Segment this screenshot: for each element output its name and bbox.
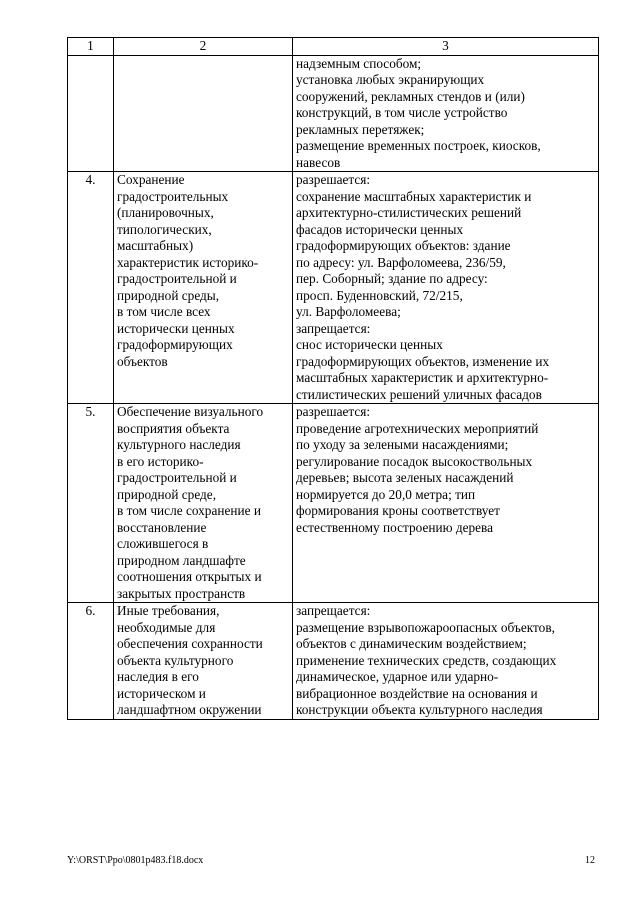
requirement-name-line: в его историко- bbox=[117, 453, 204, 469]
requirement-text-line: рекламных перетяжек; bbox=[296, 121, 425, 137]
requirement-name-line: градоформирующих bbox=[117, 337, 233, 352]
requirement-name-line: культурного наследия bbox=[117, 437, 241, 452]
requirement-name-line: масштабных) bbox=[117, 238, 194, 253]
requirement-text-line: фасадов исторически ценных bbox=[296, 221, 464, 237]
requirement-name-line: в том числе всех bbox=[117, 304, 211, 319]
requirement-name-line: в том числе сохранение и bbox=[117, 503, 261, 518]
column-header-3: 3 bbox=[293, 38, 599, 56]
requirement-name-cell bbox=[114, 55, 293, 172]
requirement-text-line: конструкций, в том числе устройство bbox=[296, 105, 508, 120]
requirement-text-line: проведение агротехнических мероприятий bbox=[296, 420, 539, 436]
requirement-name-line: наследия в его bbox=[117, 669, 199, 684]
requirement-text-line: надземным способом; bbox=[296, 55, 422, 71]
requirement-name-line: природном ландшафте bbox=[117, 552, 246, 568]
requirement-text-line: ул. Варфоломеева; bbox=[296, 304, 401, 319]
requirement-name-line: характеристик историко- bbox=[117, 254, 259, 270]
requirement-text-line: применение технических средств, создающих bbox=[296, 652, 557, 668]
header-row bbox=[68, 38, 599, 56]
requirement-text-line: разрешается: bbox=[296, 404, 371, 419]
requirement-text-line: регулирование посадок высокоствольных bbox=[296, 453, 533, 469]
page-number: 12 bbox=[585, 855, 595, 866]
requirement-text-line: конструкции объекта культурного наследия bbox=[296, 702, 543, 717]
requirement-name-line: (планировочных, bbox=[117, 205, 214, 220]
requirement-text-line: снос исторически ценных bbox=[296, 337, 443, 352]
requirement-name-line: необходимые для bbox=[117, 619, 216, 635]
requirement-text-line: пер. Соборный; здание по адресу: bbox=[296, 271, 488, 286]
requirement-text-line: градоформирующих объектов: здание bbox=[296, 238, 511, 253]
requirement-name-line: восприятия объекта bbox=[117, 420, 230, 436]
requirement-name-cell bbox=[114, 404, 293, 603]
requirement-name-line: Иные требования, bbox=[117, 603, 220, 618]
requirement-name-line: природной среды, bbox=[117, 287, 220, 303]
requirement-name-line: соотношения открытых и bbox=[117, 569, 262, 584]
requirement-name-line: объекта культурного bbox=[117, 652, 234, 668]
requirement-name-line: ландшафтном окружении bbox=[117, 702, 262, 717]
requirement-name-line: обеспечения сохранности bbox=[117, 636, 263, 651]
table-row bbox=[68, 603, 599, 720]
requirement-name-line: градостроительной и bbox=[117, 470, 237, 485]
requirement-name-line: восстановление bbox=[117, 519, 207, 535]
requirement-name-cell bbox=[114, 172, 293, 404]
requirement-text-line: разрешается: bbox=[296, 172, 371, 187]
row-number: 5. bbox=[68, 404, 114, 603]
requirement-text-line: естественному построению дерева bbox=[296, 519, 494, 535]
requirement-name-line: закрытых пространств bbox=[117, 585, 246, 601]
requirement-name-line: сложившегося в bbox=[117, 536, 209, 551]
requirements-table bbox=[67, 37, 599, 720]
requirement-text-line: нормируется до 20,0 метра; тип bbox=[296, 486, 476, 502]
requirement-text-line: размещение взрывопожароопасных объектов, bbox=[296, 619, 555, 635]
requirement-name-line: типологических, bbox=[117, 221, 212, 237]
table-row bbox=[68, 172, 599, 404]
requirement-text-line: архитектурно-стилистических решений bbox=[296, 205, 522, 220]
requirement-name-cell bbox=[114, 603, 293, 720]
requirement-text-line: динамическое, ударное или ударно- bbox=[296, 669, 499, 684]
row-number: 6. bbox=[68, 603, 114, 720]
requirement-text-line: деревьев; высота зеленых насаждений bbox=[296, 470, 514, 485]
row-number bbox=[68, 55, 114, 172]
requirement-name-line: природной среде, bbox=[117, 486, 217, 502]
requirement-name-line: градостроительной и bbox=[117, 271, 237, 286]
row-number: 4. bbox=[68, 172, 114, 404]
requirement-text-line: объектов с динамическим воздействием; bbox=[296, 636, 527, 651]
requirement-text-line: масштабных характеристик и архитектурно- bbox=[296, 370, 549, 385]
table-body bbox=[68, 55, 599, 719]
requirement-name-line: историческом и bbox=[117, 685, 206, 701]
table-row bbox=[68, 404, 599, 603]
column-header-1: 1 bbox=[68, 38, 114, 56]
requirement-text-line: вибрационное воздействие на основания и bbox=[296, 685, 538, 701]
requirement-text-line: навесов bbox=[296, 154, 341, 170]
table-header bbox=[68, 38, 599, 56]
requirement-name-line: объектов bbox=[117, 353, 168, 369]
requirement-text-line: установка любых экранирующих bbox=[296, 72, 485, 87]
requirement-name-line: Обеспечение визуального bbox=[117, 404, 264, 419]
requirement-text-line: запрещается: bbox=[296, 603, 371, 618]
requirement-text-line: по адресу: ул. Варфоломеева, 236/59, bbox=[296, 254, 506, 270]
requirement-text-cell bbox=[293, 172, 599, 404]
requirement-text-line: стилистических решений уличных фасадов bbox=[296, 386, 542, 402]
requirement-text-line: просп. Буденновский, 72/215, bbox=[296, 287, 463, 303]
requirement-text-line: градоформирующих объектов, изменение их bbox=[296, 353, 550, 369]
requirement-text-line: по уходу за зелеными насаждениями; bbox=[296, 437, 509, 452]
requirement-text-line: сохранение масштабных характеристик и bbox=[296, 188, 532, 204]
requirement-text-cell bbox=[293, 55, 599, 172]
requirement-name-line: градостроительных bbox=[117, 188, 229, 204]
requirement-text-line: запрещается: bbox=[296, 320, 371, 336]
requirement-text-line: сооружений, рекламных стендов и (или) bbox=[296, 88, 525, 104]
requirement-text-line: размещение временных построек, киосков, bbox=[296, 138, 541, 153]
table-row bbox=[68, 55, 599, 172]
requirement-text-cell bbox=[293, 603, 599, 720]
requirement-text-cell bbox=[293, 404, 599, 603]
requirement-name-line: Сохранение bbox=[117, 172, 185, 187]
requirement-name-line: исторически ценных bbox=[117, 320, 235, 336]
requirement-text-line: формирования кроны соответствует bbox=[296, 503, 500, 518]
file-path: Y:\ORST\Ppo\0801p483.f18.docx bbox=[67, 855, 204, 866]
column-header-2: 2 bbox=[114, 38, 293, 56]
